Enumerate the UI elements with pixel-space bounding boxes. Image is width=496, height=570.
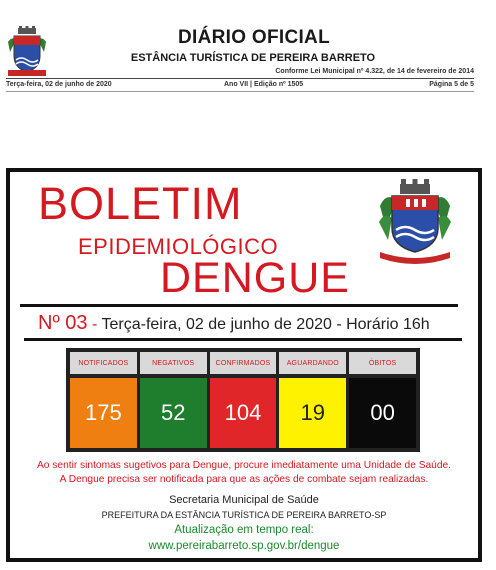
- count-value: 19: [279, 378, 346, 448]
- bulletin-title: BOLETIM: [38, 178, 243, 229]
- secretariat-name: Secretaria Municipal de Saúde: [169, 494, 319, 506]
- count-label: AGUARDANDO: [279, 352, 346, 374]
- count-label: ÓBITOS: [349, 352, 416, 374]
- count-value: 00: [349, 378, 416, 448]
- bulletin-separator: -: [92, 316, 98, 333]
- warning-symptoms: Ao sentir sintomas sugetivos para Dengue, procure imediatamente uma Unidade de Saúde.: [37, 460, 451, 471]
- prefecture-name: PREFEITURA DA ESTÂNCIA TURÍSTICA DE PEREIRA BARRETO-SP: [101, 510, 387, 520]
- count-value: 175: [70, 378, 137, 448]
- count-column: [349, 352, 416, 448]
- issue-edition: Ano VII | Edição nº 1505: [224, 81, 304, 88]
- newspaper-header: [0, 0, 496, 100]
- bulletin-disease: DENGUE: [160, 254, 350, 302]
- bulletin-subtitle: EPIDEMIOLÓGICO: [78, 234, 279, 259]
- city-coat-of-arms-icon: [376, 178, 454, 264]
- count-value: 104: [210, 378, 277, 448]
- count-column: [279, 352, 346, 448]
- bulletin-divider-bottom: [24, 338, 462, 341]
- count-label: NOTIFICADOS: [70, 352, 137, 374]
- case-counts-table: [66, 348, 420, 452]
- bulletin-number: Nº 03: [38, 312, 88, 334]
- update-label: Atualização em tempo real:: [174, 524, 314, 536]
- issue-date: Terça-feira, 02 de junho de 2020: [6, 81, 112, 88]
- count-column: [140, 352, 207, 448]
- warning-notification: A Dengue precisa ser notificada para que as ações de combate sejam realizadas.: [59, 474, 429, 485]
- newspaper-subtitle: ESTÂNCIA TURÍSTICA DE PEREIRA BARRETO: [130, 52, 376, 64]
- bulletin-date-time: Terça-feira, 02 de junho de 2020 - Horário 16h: [101, 316, 430, 333]
- page-number: Página 5 de 5: [429, 81, 474, 88]
- dengue-bulletin: [6, 168, 482, 562]
- count-label: NEGATIVOS: [140, 352, 207, 374]
- count-column: [210, 352, 277, 448]
- law-reference: Conforme Lei Municipal nº 4.322, de 14 de fevereiro de 2014: [275, 68, 474, 75]
- count-column: [70, 352, 137, 448]
- newspaper-title: DIÁRIO OFICIAL: [178, 27, 330, 48]
- bulletin-issue-line: [38, 312, 430, 335]
- header-divider-bottom: [6, 91, 474, 92]
- count-value: 52: [140, 378, 207, 448]
- count-label: CONFIRMADOS: [210, 352, 277, 374]
- header-divider: [6, 78, 474, 79]
- bulletin-divider-top: [20, 304, 458, 307]
- dengue-info-link[interactable]: www.pereirabarreto.sp.gov.br/dengue: [148, 540, 340, 552]
